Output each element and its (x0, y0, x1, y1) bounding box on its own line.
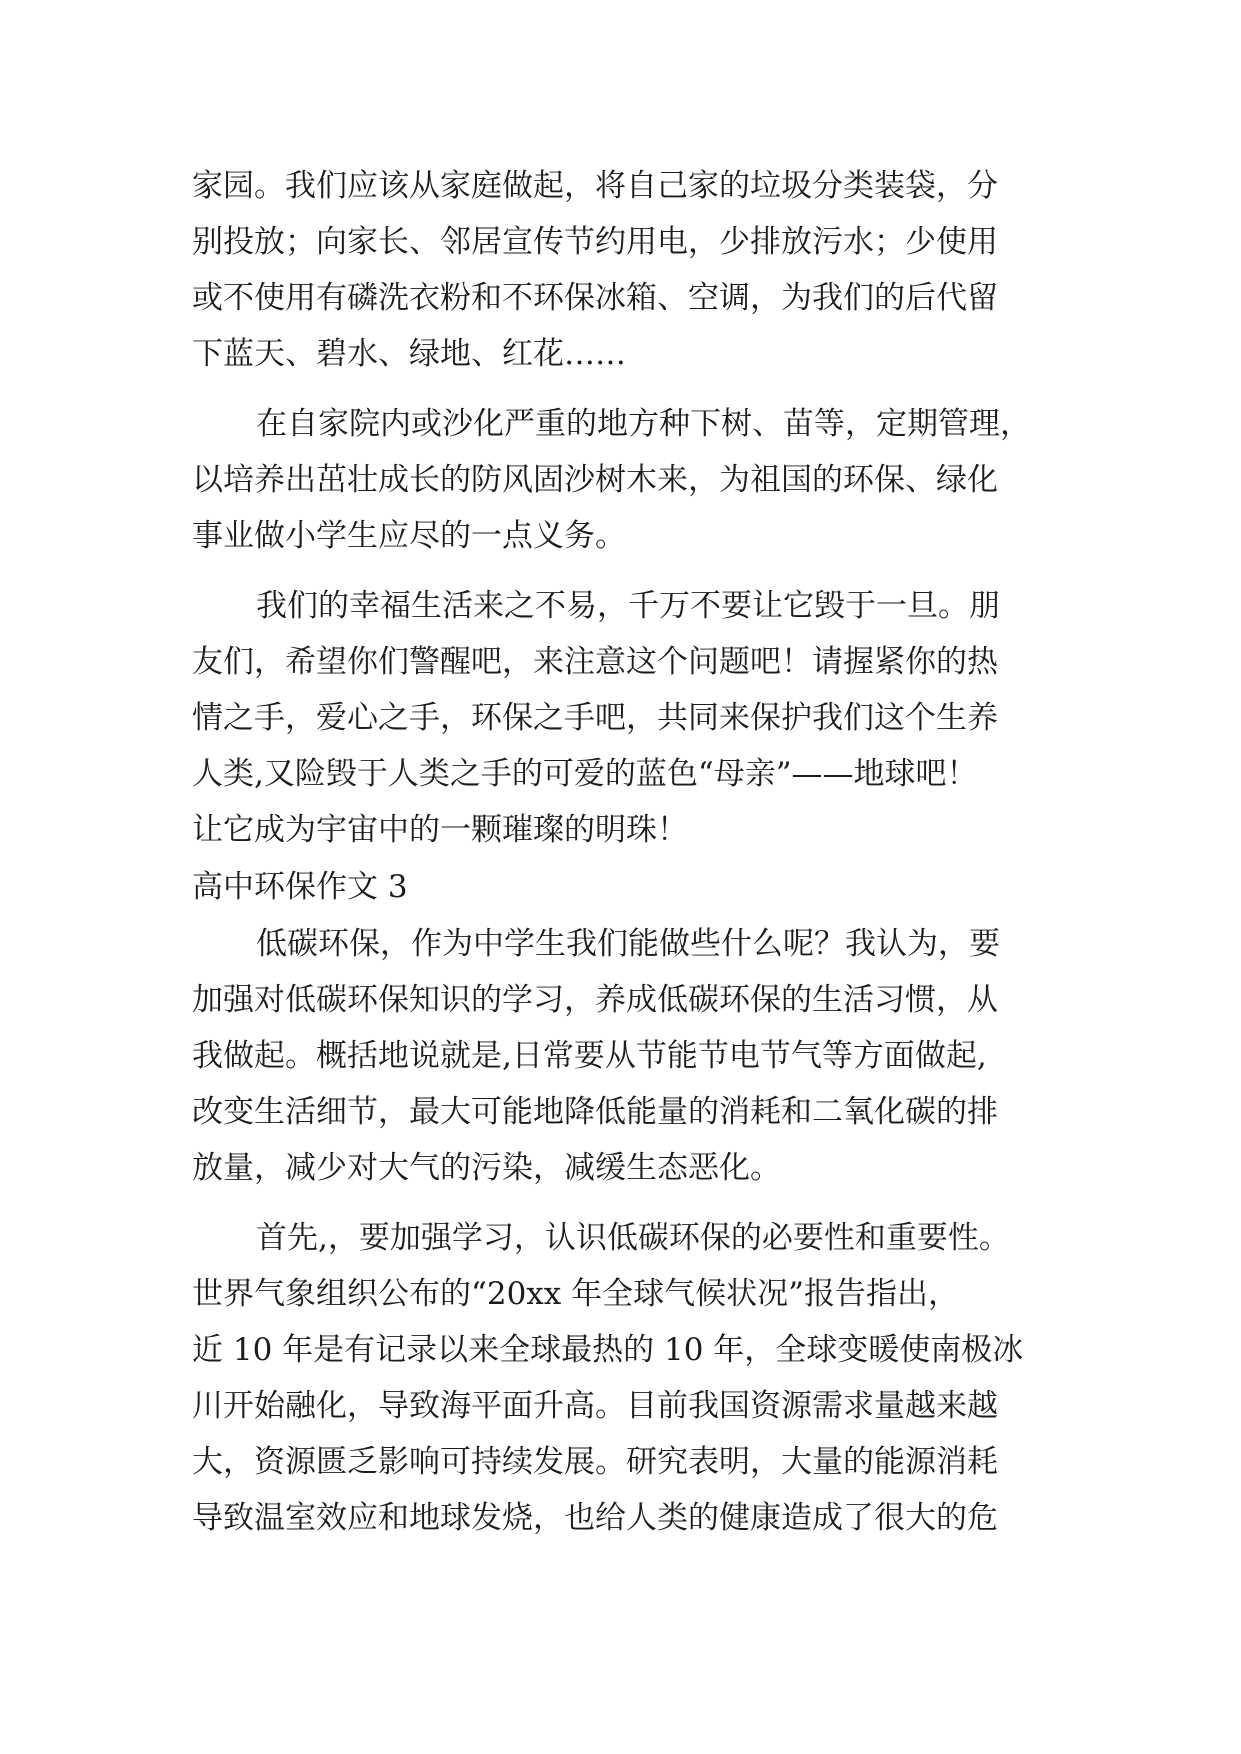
text-line: 在自家院内或沙化严重的地方种下树、苗等，定期管理， (256, 406, 1031, 442)
text-line: 首先,，要加强学习，认识低碳环保的必要性和重要性。 (256, 1220, 1010, 1256)
text-line: 导致温室效应和地球发烧，也给人类的健康造成了很大的危 (192, 1500, 998, 1536)
text-line: 友们，希望你们警醒吧，来注意这个问题吧！请握紧你的热 (192, 644, 998, 680)
paragraph-1 (192, 158, 1054, 382)
text-line: 放量，减少对大气的污染，减缓生态恶化。 (192, 1150, 781, 1186)
paragraph-4 (192, 916, 1054, 1196)
text-line: 下蓝天、碧水、绿地、红花…… (192, 336, 626, 372)
text-line: 改变生活细节，最大可能地降低能量的消耗和二氧化碳的排 (192, 1094, 998, 1130)
text-line: 低碳环保，作为中学生我们能做些什么呢？我认为，要 (256, 926, 1000, 962)
text-line: 近 10 年是有记录以来全球最热的 10 年，全球变暖使南极冰 (192, 1332, 1024, 1368)
paragraph-gap (192, 564, 1054, 578)
text-line: 大，资源匮乏影响可持续发展。研究表明，大量的能源消耗 (192, 1444, 998, 1480)
text-line: 世界气象组织公布的“20xx 年全球气候状况”报告指出， (192, 1276, 959, 1312)
text-line: 我做起。概括地说就是,日常要从节能节电节气等方面做起, (192, 1038, 987, 1074)
text-line: 别投放；向家长、邻居宣传节约用电，少排放污水；少使用 (192, 224, 998, 260)
section-heading: 高中环保作文 3 (192, 869, 408, 905)
paragraph-3 (192, 578, 1054, 858)
text-line: 或不使用有磷洗衣粉和不环保冰箱、空调，为我们的后代留 (192, 280, 998, 316)
text-line: 以培养出茁壮成长的防风固沙树木来，为祖国的环保、绿化 (192, 462, 998, 498)
document-body (192, 158, 1054, 1546)
text-line: 让它成为宇宙中的一颗璀璨的明珠！ (192, 812, 688, 848)
text-line: 川开始融化，导致海平面升高。目前我国资源需求量越来越 (192, 1388, 998, 1424)
text-line: 事业做小学生应尽的一点义务。 (192, 518, 626, 554)
paragraph-gap (192, 382, 1054, 396)
text-line: 家园。我们应该从家庭做起，将自己家的垃圾分类装袋，分 (192, 168, 998, 204)
text-line: 人类,又险毁于人类之手的可爱的蓝色“母亲”——地球吧！ (192, 756, 978, 792)
text-line: 加强对低碳环保知识的学习，养成低碳环保的生活习惯，从 (192, 982, 998, 1018)
text-line: 我们的幸福生活来之不易，千万不要让它毁于一旦。朋 (256, 588, 1000, 624)
paragraph-5 (192, 1210, 1054, 1546)
text-line: 情之手，爱心之手，环保之手吧，共同来保护我们这个生养 (192, 700, 998, 736)
paragraph-2 (192, 396, 1054, 564)
paragraph-gap (192, 1196, 1054, 1210)
